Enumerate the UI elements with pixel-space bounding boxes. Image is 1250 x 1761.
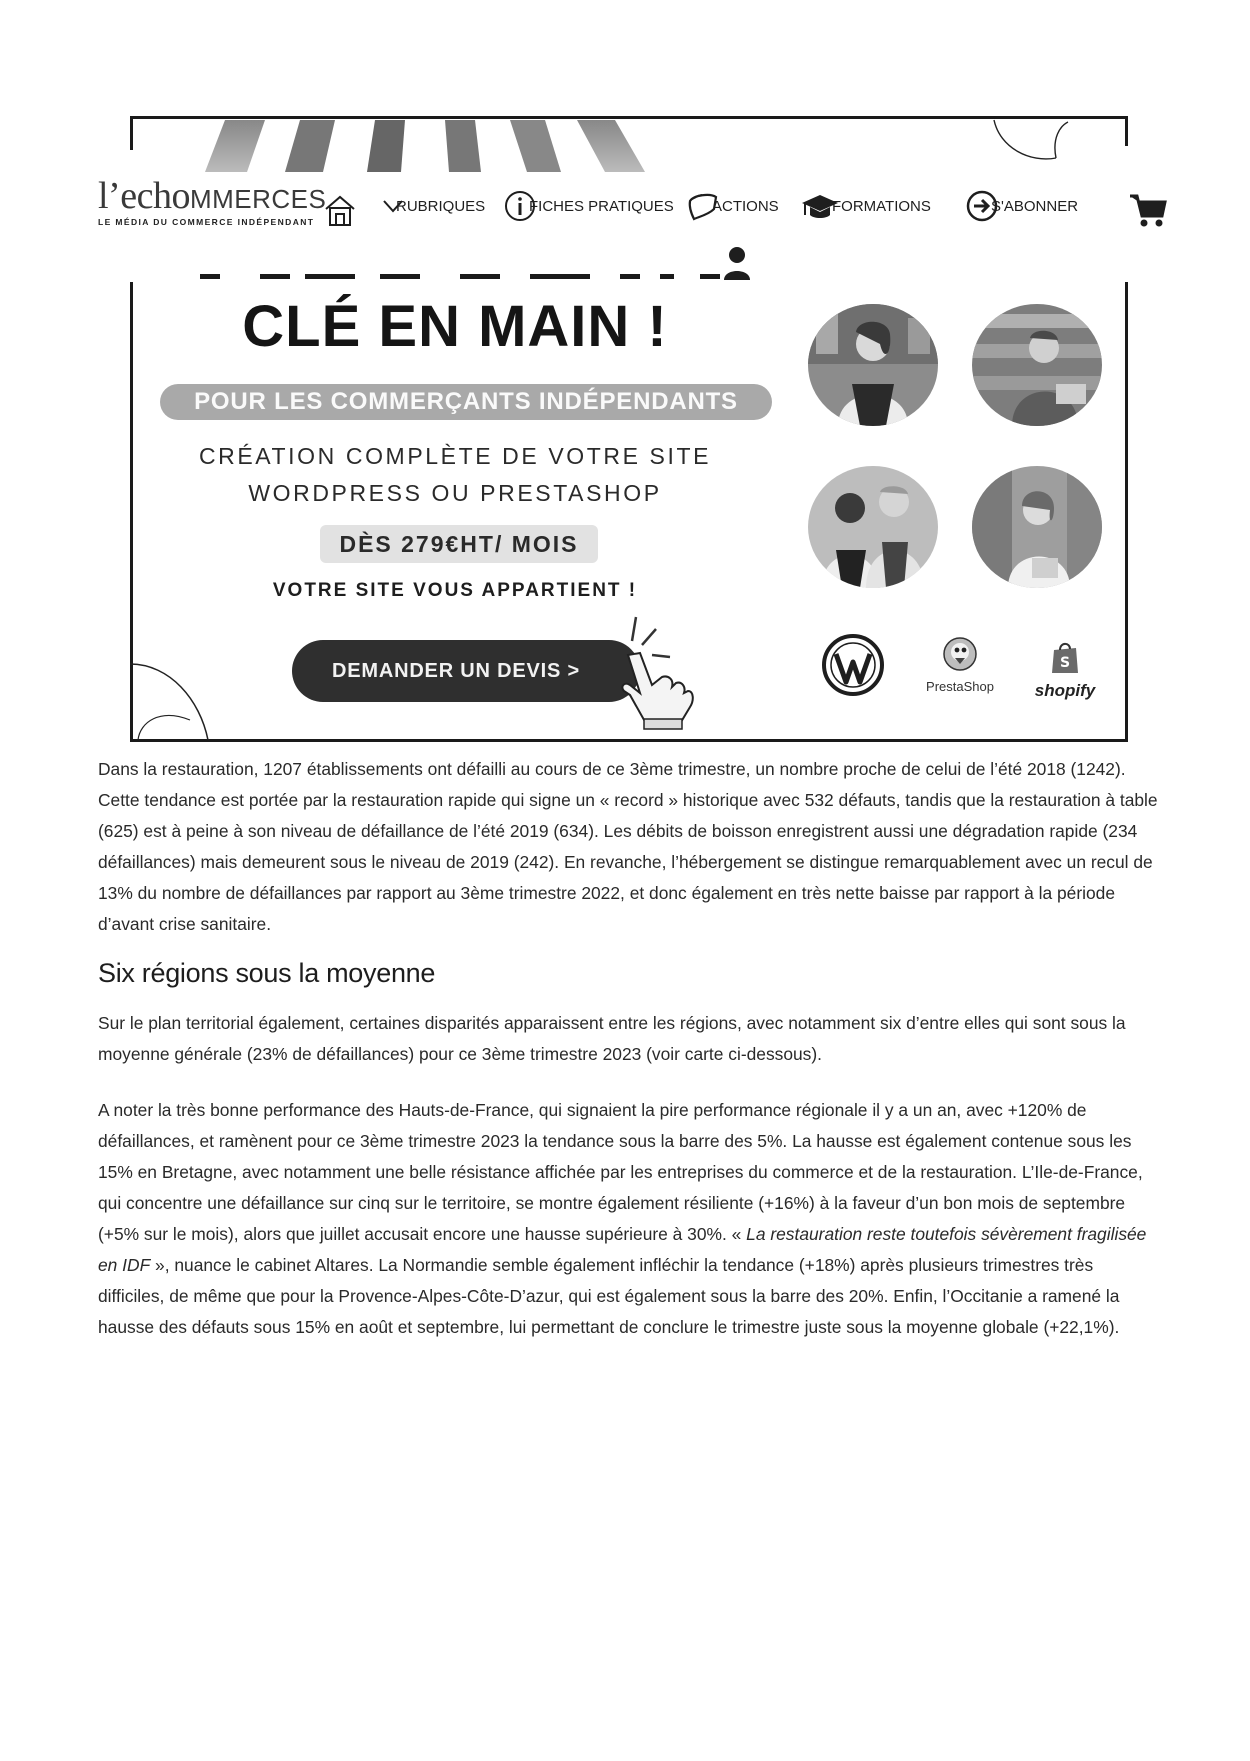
nav-fiches-pratiques[interactable]	[503, 190, 674, 222]
article-paragraph-territorial: Sur le plan territorial également, certaines disparités apparaissent entre les régions, avec notamment six d’entre elles qui sont sous la moyenne générale (23% de défaillances) pour ce 3ème trimestre 2023 (voir carte ci-dessous).	[98, 1013, 1126, 1064]
decorative-curve	[990, 118, 1085, 173]
clipped-heading-fragment	[200, 272, 735, 284]
merchant-photo-3	[808, 466, 938, 588]
ad-headline: CLÉ EN MAIN !	[242, 294, 668, 359]
nav-rubriques-label: RUBRIQUES	[396, 197, 486, 215]
decorative-arc	[130, 660, 250, 740]
ad-frame-right	[1125, 116, 1128, 146]
prestashop-puffin-icon	[943, 636, 977, 672]
site-logo[interactable]	[98, 176, 326, 227]
logo-wordmark: l’echoMMERCES	[98, 175, 327, 217]
merchant-photo-1	[808, 304, 938, 426]
ad-frame-left	[130, 116, 133, 150]
article-paragraph-performance: A noter la très bonne performance des Hauts-de-France, qui signaient la pire performance régionale il y a un an, avec +120% de défaillances, et ramènent pour ce 3ème trimestre 2023 la tendance sous la barre des 5%. La hausse est également contenue sous les 15% en Bretagne, avec notamment une belle résistance affichée par les entreprises du commerce et de la restauration. L’Ile-de-France, qui concentre une défaillance sur cinq sur le territoire, se montre également résiliente (+16%) à la faveur d’un bon mois de septembre (+5% sur le mois), alors que juillet accusait encore une hausse supérieure à 30%. « La restauration reste toutefois sévèrement fragilisée en IDF », nuance le cabinet Altares. La Normandie semble également infléchir la tendance (+18%) après plusieurs trimestres très difficiles, de même que pour la Provence-Alpes-Côte-D’azur, qui est également sous la barre des 20%. Enfin, l’Occitanie a ramené la hausse des défauts sous 15% en août et septembre, lui permettant de conclure le trimestre juste sous la moyenne globale (+22,1%).	[98, 1100, 1147, 1337]
ad-ownership-text: VOTRE SITE VOUS APPARTIENT !	[272, 580, 638, 601]
cart-icon[interactable]	[1128, 190, 1168, 230]
home-icon[interactable]	[322, 192, 358, 228]
ad-description-line1: CRÉATION COMPLÈTE DE VOTRE SITE	[198, 443, 712, 469]
request-quote-button[interactable]: DEMANDER UN DEVIS >	[292, 640, 640, 702]
shopify-label: shopify	[1034, 681, 1096, 700]
shopify-bag-icon	[1051, 640, 1079, 674]
logo-tagline: LE MÉDIA DU COMMERCE INDÉPENDANT	[98, 217, 315, 227]
nav-fiches-label: FICHES PRATIQUES	[529, 197, 674, 215]
article-paragraph-restauration: Dans la restauration, 1207 établissements ont défailli au cours de ce 3ème trimestre, un nombre proche de celui de l’été 2018 (1242). Cette tendance est portée par la restauration rapide qui signe un « record » historique avec 532 défauts, tandis que la restauration à table (625) est à peine à son niveau de défaillance de l’été 2019 (634). Les débits de boisson enregistrent aussi une dégradation rapide (234 défaillances) mais demeurent sous le niveau de 2019 (242). En revanche, l’hébergement se distingue remarquablement avec un recul de 13% du nombre de défaillances par rapport au 3ème trimestre 2022, et donc également en très nette baisse par rapport à la période d’avant crise sanitaire.	[98, 759, 1158, 934]
awning-stripes	[205, 120, 675, 172]
altares-quote: La restauration reste toutefois sévèrement fragilisée en IDF	[98, 1224, 1147, 1275]
ad-price-badge: DÈS 279€HT/ MOIS	[320, 525, 598, 563]
merchant-photo-2	[972, 304, 1102, 426]
nav-actions[interactable]	[686, 190, 779, 222]
merchant-photo-4	[972, 466, 1102, 588]
prestashop-label: PrestaShop	[926, 679, 994, 694]
nav-actions-label: ACTIONS	[712, 197, 779, 215]
section-heading-regions: Six régions sous la moyenne	[98, 958, 436, 988]
nav-abonner-label: S'ABONNER	[991, 197, 1079, 215]
nav-abonner[interactable]	[965, 190, 1078, 222]
nav-formations[interactable]	[800, 190, 931, 222]
nav-formations-label: FORMATIONS	[832, 197, 931, 215]
ad-audience-pill: POUR LES COMMERÇANTS INDÉPENDANTS	[160, 384, 772, 420]
shopify-logo	[1030, 640, 1100, 700]
wordpress-logo-icon	[822, 634, 884, 696]
ad-description-line2: WORDPRESS OU PRESTASHOP	[248, 480, 662, 506]
prestashop-logo	[920, 636, 1000, 696]
ad-frame-bottom	[130, 739, 1128, 742]
nav-rubriques[interactable]	[382, 190, 485, 222]
ad-frame-right-lower	[1125, 282, 1128, 742]
svg-text:S: S	[1060, 655, 1071, 671]
ad-frame-top	[130, 116, 1128, 119]
pointing-hand-icon	[610, 615, 695, 730]
